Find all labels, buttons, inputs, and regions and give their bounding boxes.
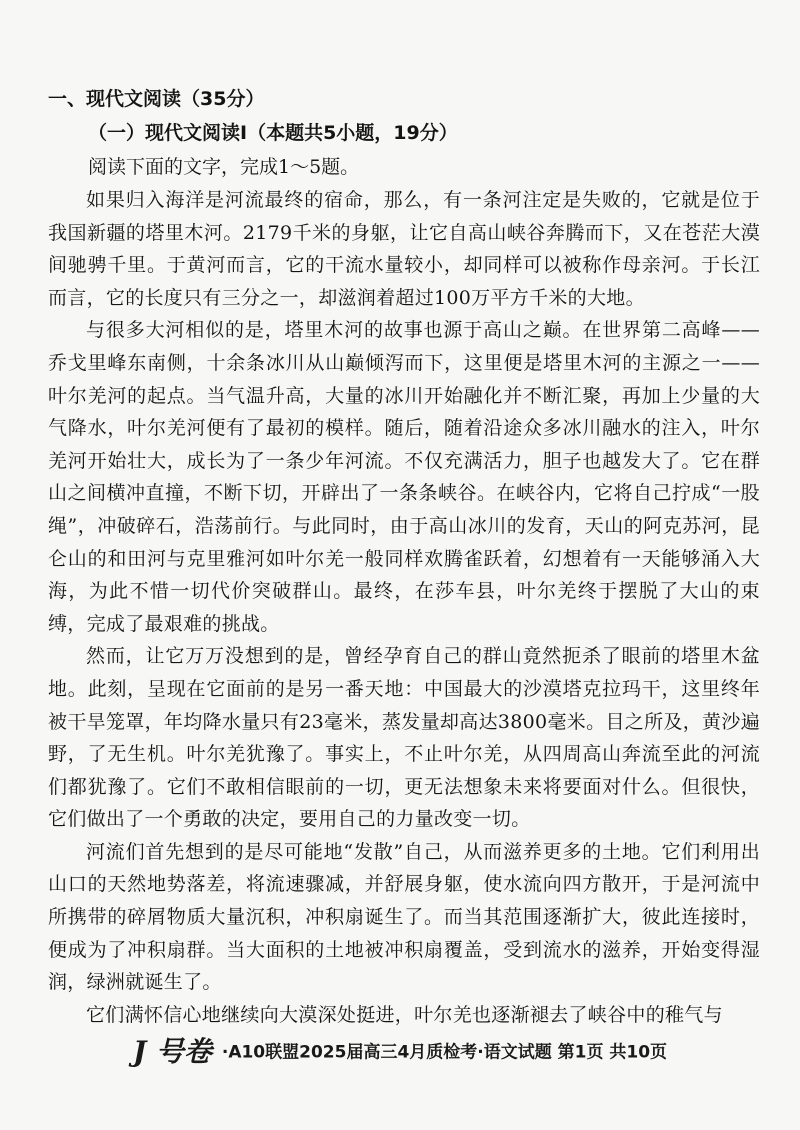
exam-logo: J 号卷 xyxy=(132,1035,212,1068)
article-body xyxy=(48,184,760,1031)
section-title: 一、现代文阅读（35分） xyxy=(48,88,265,110)
article-paragraph-4: 河流们首先想到的是尽可能地“发散”自己，从而滋养更多的土地。它们利用出山口的天然地势落差，将流速骤减，并舒展身躯，使水流向四方散开，于是河流中所携带的碎屑物质大量沉积，冲积扇诞生了。而当其范围逐渐扩大，彼此连接时，便成为了冲积扇群。当大面积的土地被冲积扇覆盖，受到流水的滋养，开始变得湿润，绿洲就诞生了。 xyxy=(48,840,760,994)
reading-instruction: 阅读下面的文字，完成1～5题。 xyxy=(88,156,360,178)
article-paragraph-5: 它们满怀信心地继续向大漠深处挺进，叶尔羌也逐渐褪去了峡谷中的稚气与 xyxy=(86,1003,723,1026)
sub-section-title: （一）现代文阅读Ⅰ（本题共5小题，19分） xyxy=(88,122,458,144)
article-paragraph-1: 如果归入海洋是河流最终的宿命，那么，有一条河注定是失败的，它就是位于我国新疆的塔里木河。2179千米的身躯，让它自高山峡谷奔腾而下，又在苍茫大漠间驰骋千里。于黄河而言，它的干流水量较小，却同样可以被称作母亲河。于长江而言，它的长度只有三分之一，却滋润着超过100万平方千米的大地。 xyxy=(48,189,760,309)
footer-text: ·A10联盟2025届高三4月质检考·语文试题 第1页 共10页 xyxy=(221,1042,668,1063)
document-page xyxy=(48,82,760,1031)
article-paragraph-3: 然而，让它万万没想到的是，曾经孕育自己的群山竟然扼杀了眼前的塔里木盆地。此刻，呈现在它面前的是另一番天地：中国最大的沙漠塔克拉玛干，这里终年被干旱笼罩，年均降水量只有23毫米，蒸发量却高达3800毫米。目之所及，黄沙遍野，了无生机。叶尔羌犹豫了。事实上，不止叶尔羌，从四周高山奔流至此的河流们都犹豫了。它们不敢相信眼前的一切，更无法想象未来将要面对什么。但很快，它们做出了一个勇敢的决定，要用自己的力量改变一切。 xyxy=(48,645,760,831)
article-paragraph-2: 与很多大河相似的是，塔里木河的故事也源于高山之巅。在世界第二高峰——乔戈里峰东南侧，十余条冰川从山巅倾泻而下，这里便是塔里木河的主源之一——叶尔羌河的起点。当气温升高，大量的冰川开始融化并不断汇聚，再加上少量的大气降水，叶尔羌河便有了最初的模样。随后，随着沿途众多冰川融水的注入，叶尔羌河开始壮大，成长为了一条少年河流。不仅充满活力，胆子也越发大了。它在群山之间横冲直撞，不断下切，开辟出了一条条峡谷。在峡谷内，它将自己拧成“一股绳”，冲破碎石，浩荡前行。与此同时，由于高山冰川的发育，天山的阿克苏河，昆仑山的和田河与克里雅河如叶尔羌一般同样欢腾雀跃着，幻想着有一天能够涌入大海，为此不惜一切代价突破群山。最终，在莎车县，叶尔羌终于摆脱了大山的束缚，完成了最艰难的挑战。 xyxy=(48,319,760,635)
page-footer xyxy=(0,1030,800,1070)
